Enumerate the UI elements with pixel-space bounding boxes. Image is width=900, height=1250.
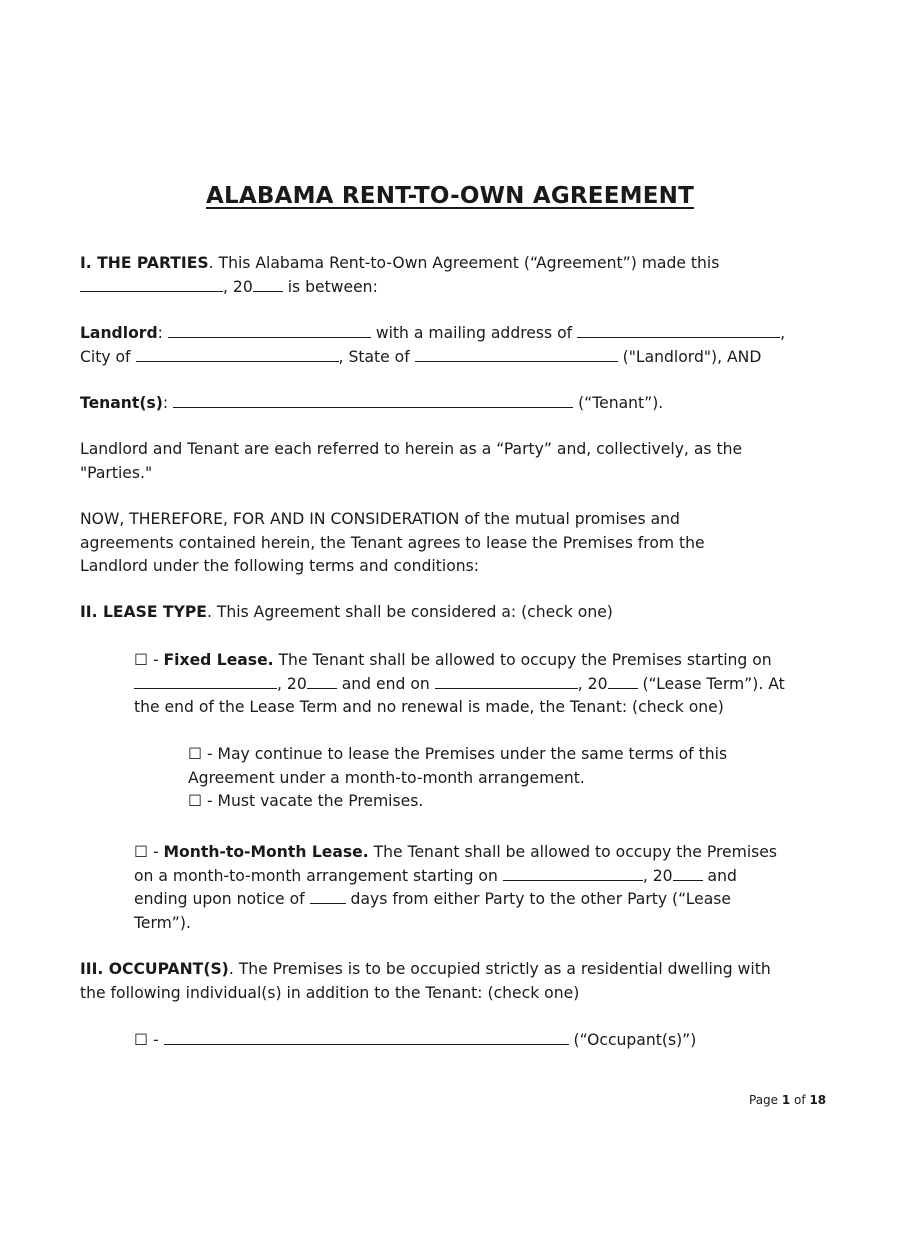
year-prefix: , 20 <box>277 674 307 693</box>
fixed-lease-label: Fixed Lease. <box>163 651 274 669</box>
continue-option <box>188 743 828 814</box>
page-word: Page <box>749 1093 782 1107</box>
lease-type-section <box>80 601 820 625</box>
parties-heading: I. THE PARTIES <box>80 254 209 272</box>
landlord-label: Landlord <box>80 324 158 342</box>
consideration-line-3: Landlord under the following terms and conditions: <box>80 557 480 575</box>
landlord-comma: , <box>780 324 786 342</box>
total-page-number: 18 <box>809 1093 827 1107</box>
page-number-footer <box>749 1093 826 1107</box>
landlord-colon: : <box>157 324 163 342</box>
vacate-checkbox[interactable]: ☐ <box>188 792 202 810</box>
lease-type-text: . This Agreement shall be considered a: (check one) <box>206 603 613 621</box>
fixed-start-year-blank[interactable] <box>307 673 337 689</box>
month-to-month-option <box>134 841 824 935</box>
fixed-lease-option <box>134 649 824 720</box>
year-prefix: , 20 <box>642 866 673 885</box>
month-to-month-line-2: on a month-to-month arrangement starting on <box>134 866 503 885</box>
landlord-city-blank[interactable] <box>136 346 339 362</box>
tenant-name-blank[interactable] <box>173 392 573 408</box>
notice-days-text: days from either Party to the other Party (“Lease <box>345 890 732 908</box>
tenant-label: Tenant(s) <box>80 394 163 412</box>
landlord-suffix: ("Landlord"), AND <box>622 347 762 366</box>
occupants-suffix: (“Occupant(s)”) <box>573 1031 697 1049</box>
lease-type-heading: II. LEASE TYPE <box>80 603 207 621</box>
collective-line-1: Landlord and Tenant are each referred to herein as a “Party” and, collectively, as the <box>80 440 743 458</box>
landlord-section <box>80 322 820 369</box>
occupant-names-blank[interactable] <box>164 1029 569 1045</box>
parties-section <box>80 252 820 299</box>
tenant-suffix: (“Tenant”). <box>578 394 664 412</box>
consideration-line-1: NOW, THEREFORE, FOR AND IN CONSIDERATION of the mutual promises and <box>80 510 680 528</box>
landlord-state-blank[interactable] <box>415 346 618 362</box>
tenant-section <box>80 392 820 416</box>
month-start-year-blank[interactable] <box>673 865 703 881</box>
dash: - <box>147 1031 164 1049</box>
fixed-start-date-blank[interactable] <box>134 673 277 689</box>
continue-line-1: May continue to lease the Premises under the same terms of this <box>217 745 728 763</box>
fixed-end-year-blank[interactable] <box>608 673 638 689</box>
landlord-mailing-label: with a mailing address of <box>375 324 573 342</box>
year-prefix: , 20 <box>223 277 253 296</box>
month-to-month-label: Month-to-Month Lease. <box>163 843 369 861</box>
occupant-option <box>134 1029 824 1053</box>
collective-line-2: "Parties." <box>80 463 153 482</box>
landlord-address-blank[interactable] <box>577 322 780 338</box>
year-prefix: , 20 <box>577 674 608 693</box>
fixed-lease-text: The Tenant shall be allowed to occupy the Premises starting on <box>273 651 772 669</box>
consideration-paragraph <box>80 508 820 579</box>
occupants-heading: III. OCCUPANT(S) <box>80 960 229 978</box>
occupants-section <box>80 958 820 1005</box>
lease-term-text: (“Lease Term”). At <box>637 674 785 693</box>
tenant-colon: : <box>162 394 169 412</box>
notice-text: ending upon notice of <box>134 890 310 908</box>
month-to-month-line-4: Term”). <box>134 913 191 932</box>
end-on-text: and end on <box>336 674 435 693</box>
vacate-text: Must vacate the Premises. <box>217 792 424 810</box>
document-title: ALABAMA RENT-TO-OWN AGREEMENT <box>206 183 694 209</box>
occupants-line-1: . The Premises is to be occupied strictly as a residential dwelling with <box>228 960 771 978</box>
fixed-lease-checkbox[interactable]: ☐ <box>134 651 148 669</box>
month-start-date-blank[interactable] <box>503 865 643 881</box>
occupant-checkbox[interactable]: ☐ <box>134 1031 148 1049</box>
continue-checkbox[interactable]: ☐ <box>188 745 202 763</box>
continue-line-2: Agreement under a month-to-month arrangement. <box>188 768 585 787</box>
landlord-city-label: City of <box>80 347 131 366</box>
dash: - <box>147 843 164 861</box>
consideration-line-2: agreements contained herein, the Tenant agrees to lease the Premises from the <box>80 533 705 552</box>
agreement-day-blank[interactable] <box>80 276 223 292</box>
fixed-end-date-blank[interactable] <box>435 673 578 689</box>
landlord-state-label: , State of <box>338 347 410 366</box>
current-page-number: 1 <box>781 1093 791 1107</box>
agreement-year-blank[interactable] <box>253 276 283 292</box>
parties-text: . This Alabama Rent-to-Own Agreement (“Agreement”) made this <box>208 254 720 272</box>
and-text: and <box>702 866 737 885</box>
notice-days-blank[interactable] <box>310 888 346 904</box>
month-to-month-checkbox[interactable]: ☐ <box>134 843 148 861</box>
dash: - <box>201 745 218 763</box>
dash: - <box>147 651 164 669</box>
month-to-month-text: The Tenant shall be allowed to occupy the Premises <box>368 843 778 861</box>
occupants-line-2: the following individual(s) in addition to the Tenant: (check one) <box>80 983 580 1002</box>
collective-paragraph <box>80 438 820 485</box>
dash: - <box>201 792 218 810</box>
landlord-name-blank[interactable] <box>168 322 371 338</box>
parties-between: is between: <box>282 277 378 296</box>
fixed-lease-line-3: the end of the Lease Term and no renewal is made, the Tenant: (check one) <box>134 698 724 716</box>
page-of: of <box>790 1093 810 1107</box>
